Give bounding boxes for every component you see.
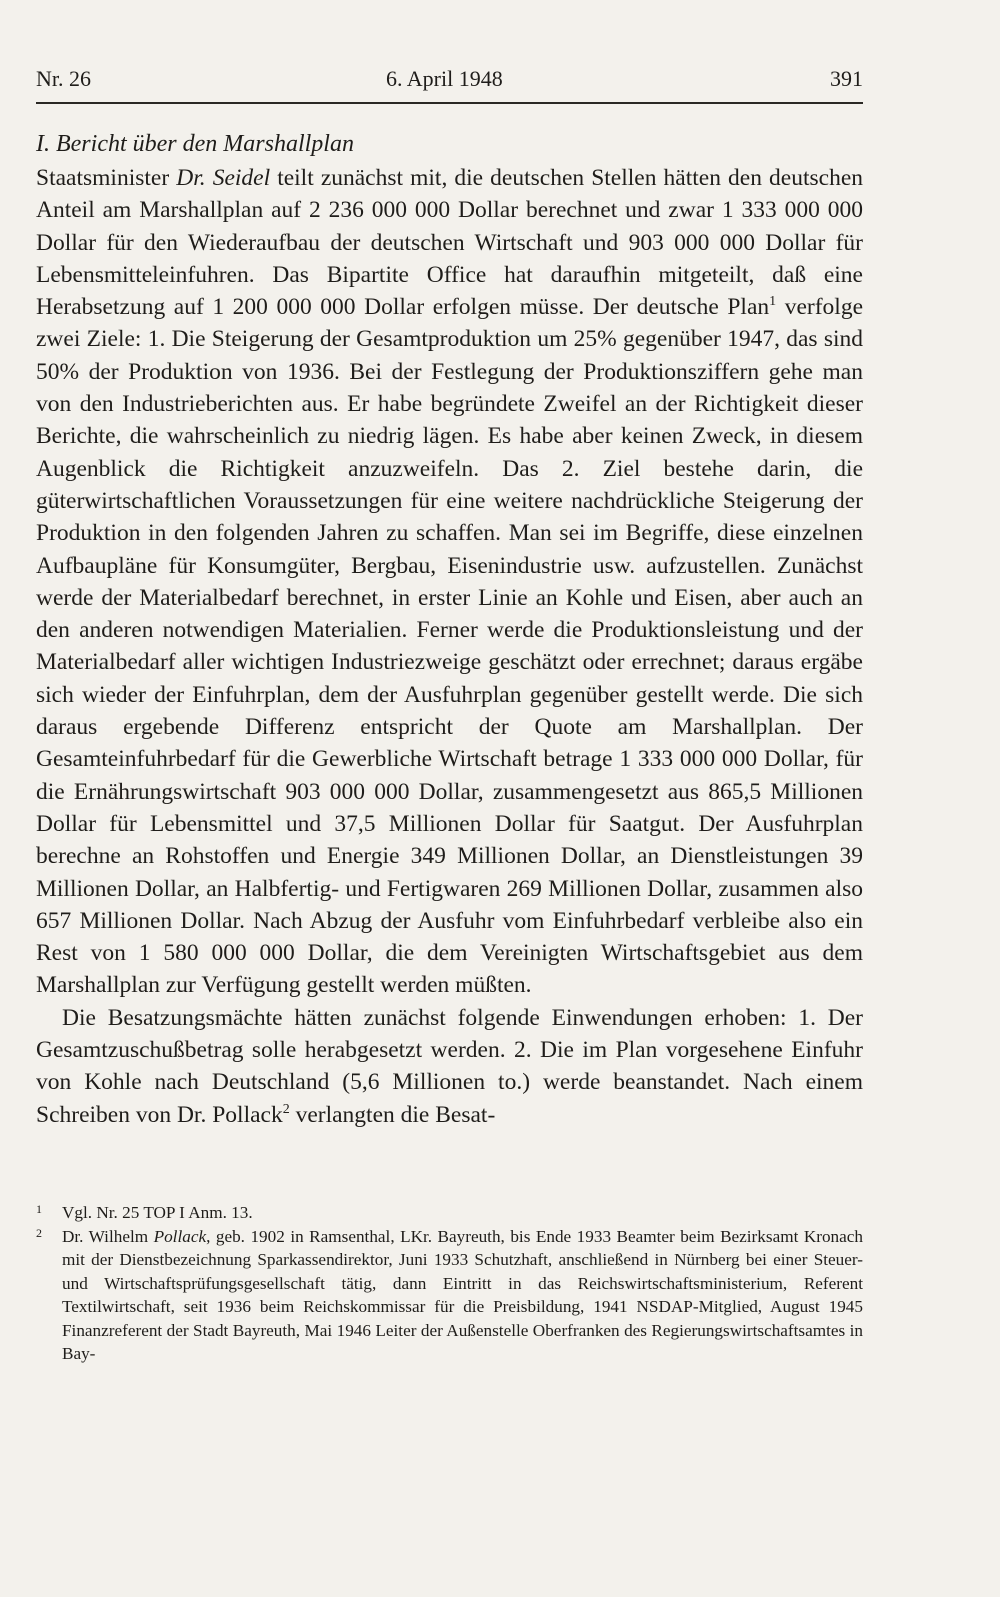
page-number: 391 (830, 66, 863, 91)
paragraph-1-text-a: teilt zunächst mit, die deutschen Stellen hätten den deutschen Anteil am Marshallplan auf 2 236 000 000 Dollar berechnet und zwar 1 333 000 000 Dollar für den Wiederaufbau der deutschen Wirtschaft und 903 000 000 Dollar für Lebensmitteleinfuhren. Das Bipartite Office hat daraufhin mitgeteilt, daß eine Herabsetzung auf 1 200 000 000 Dollar erfolgen müsse. Der deutsche Plan (36, 165, 864, 321)
footnote-ref-2[interactable]: 2 (282, 1101, 290, 1117)
header-date: 6. April 1948 (386, 66, 503, 91)
footnote-2-text-b: , geb. 1902 in Ramsenthal, LKr. Bayreuth, bis Ende 1933 Beamter beim Bezirksamt Kronach mit der Dienstbezeichnung Sparkassendirektor, Juni 1933 Schutzhaft, anschließend in Nürnberg bei einer Steuer- und Wirtschaftsprüfungsgesellschaft tätig, dann Eintritt in das Reichswirtschaftsministerium, Referent Textilwirtschaft, seit 1936 beim Reichskommissar für die Preisbildung, 1941 NSDAP-Mitglied, August 1945 Finanzreferent der Stadt Bayreuth, Mai 1946 Leiter der Außenstelle Oberfranken des Regierungswirtschaftsamtes in Bay- (62, 1226, 863, 1364)
footnote-1 (36, 1201, 863, 1225)
paragraph-1-text-b: verfolge zwei Ziele: 1. Die Steigerung der Gesamtproduktion um 25% gegenüber 1947, das sind 50% der Produktion von 1936. Bei der Festlegung der Produktionsziffern gehe man von den Industrieberichten aus. Er habe begründete Zweifel an der Richtigkeit dieser Berichte, die wahrscheinlich zu niedrig lägen. Es habe aber keinen Zweck, in diesem Augenblick die Richtigkeit anzuzweifeln. Das 2. Ziel bestehe darin, die güterwirtschaftlichen Voraussetzungen für eine weitere nachdrückliche Steigerung der Produktion in den folgenden Jahren zu schaffen. Man sei im Begriffe, diese einzelnen Aufbaupläne für Konsumgüter, Bergbau, Eisenindustrie usw. aufzustellen. Zunächst werde der Materialbedarf berechnet, in erster Linie an Kohle und Eisen, aber auch an den anderen notwendigen Materialien. Ferner werde die Produktionsleistung und der Materialbedarf aller wichtigen Industriezweige geschätzt oder errechnet; daraus ergäbe sich wieder der Einfuhrplan, dem der Ausfuhrplan gegenüber gestellt werde. Die sich daraus ergebende Differenz entspricht der Quote am Marshallplan. Der Gesamteinfuhrbedarf für die Gewerbliche Wirtschaft betrage 1 333 000 000 Dollar, für die Ernährungswirtschaft 903 000 000 Dollar, zusammengesetzt aus 865,5 Millionen Dollar für Lebensmittel und 37,5 Millionen Dollar für Saatgut. Der Ausfuhrplan berechne an Rohstoffen und Energie 349 Millionen Dollar, an Dienstleistungen 39 Millionen Dollar, an Halbfertig- und Fertigwaren 269 Millionen Dollar, zusammen also 657 Millionen Dollar. Nach Abzug der Ausfuhr vom Einfuhrbedarf verbleibe also ein Rest von 1 580 000 000 Dollar, die dem Vereinigten Wirtschaftsgebiet aus dem Marshallplan zur Verfügung gestellt werden müßten. (36, 294, 864, 999)
header-rule (36, 102, 863, 104)
paragraph-2-text-b: verlangten die Besat- (289, 1101, 496, 1128)
running-head (36, 62, 863, 96)
paragraph-1 (36, 162, 863, 1002)
paragraph-1-intro: Staatsminister (36, 165, 177, 191)
footnote-1-number: 1 (36, 1201, 42, 1216)
footnote-2 (36, 1225, 863, 1367)
footnote-ref-1[interactable]: 1 (769, 294, 777, 310)
speaker-name: Dr. Seidel (176, 165, 271, 191)
paragraph-2 (36, 1002, 863, 1131)
paragraph-2-text-a: Die Besatzungsmächte hätten zunächst folgende Einwendungen erhoben: 1. Der Gesamtzuschußbetrag solle herabgesetzt werden. 2. Die im Plan vorgesehene Einfuhr von Kohle nach Deutschland (5,6 Millionen to.) werde beanstandet. Nach einem Schreiben von Dr. Pollack (36, 1004, 863, 1128)
body-text (36, 162, 863, 1131)
section-title: I. Bericht über den Marshallplan (36, 131, 354, 157)
footnote-1-text: Vgl. Nr. 25 TOP I Anm. 13. (62, 1202, 253, 1222)
footnote-2-number: 2 (36, 1225, 42, 1240)
footnotes (36, 1201, 863, 1366)
book-page (36, 62, 863, 1542)
document-number: Nr. 26 (36, 66, 91, 91)
footnote-2-name: Pollack (153, 1226, 207, 1246)
footnote-2-text-a: Dr. Wilhelm (62, 1226, 154, 1246)
